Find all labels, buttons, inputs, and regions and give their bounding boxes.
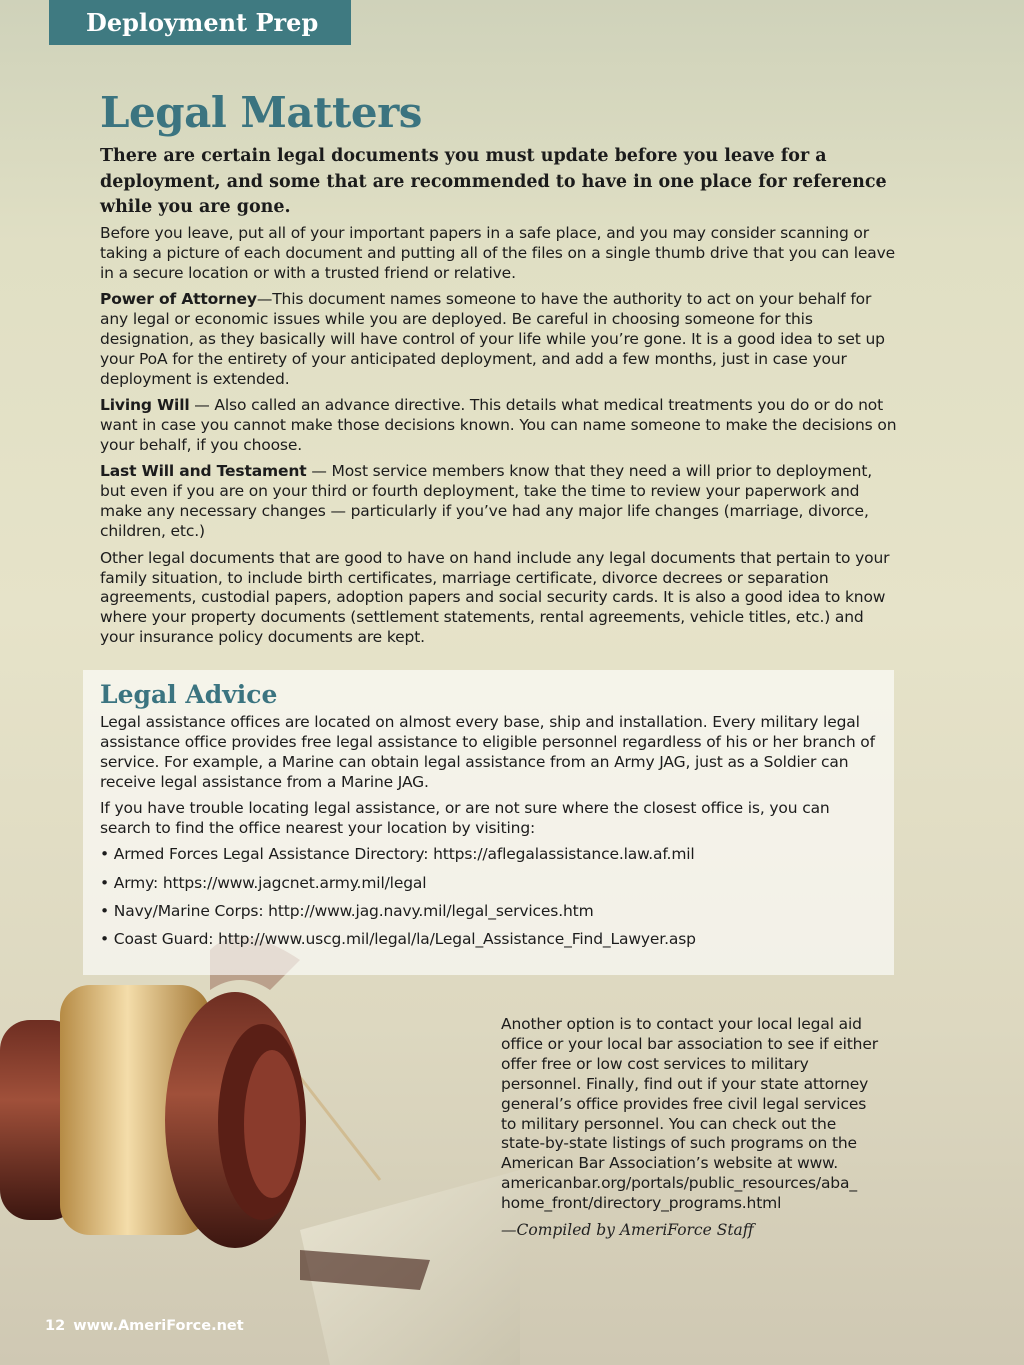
- paragraph-living-will: Living Will — Also called an advance directive. This details what medical treatments you do or do not want in case you cannot make those decisions known. You can name someone to make the decisions on your behalf, if you choose.: [100, 396, 897, 455]
- paragraph-last-will: Last Will and Testament — Most service members know that they need a will prior to deployment, but even if you are on your third or fourth deployment, take the time to review your paperwork and make any necessary changes — particularly if you’ve had any major life changes (marriage, divorce, children, etc.): [100, 462, 873, 541]
- legal-assistance-links: [100, 845, 877, 949]
- intro-deck: There are certain legal documents you must update before you leave for a deployment, and some that are recommended to have in one place for reference while you are gone.: [100, 146, 887, 217]
- link-army[interactable]: • Army: https://www.jagcnet.army.mil/legal: [100, 874, 877, 894]
- link-armed-forces-directory[interactable]: • Armed Forces Legal Assistance Directory: https://aflegalassistance.law.af.mil: [100, 845, 877, 865]
- article-body: [100, 224, 900, 655]
- gavel-photo: [0, 930, 520, 1365]
- legal-advice-heading: Legal Advice: [100, 680, 278, 709]
- term-power-of-attorney: Power of Attorney: [100, 290, 257, 309]
- page-footer: [45, 1318, 244, 1334]
- another-option-paragraph: Another option is to contact your local legal aid office or your local bar association to see if either offer free or low cost services to military personnel. Finally, find out if your state attorney general’s office provides free civil legal services to military personnel. You can check out the state-by-state listings of such programs on the American Bar Association’s website at www. americanbar.org/portals/public_resources/aba_ home_front/directory_programs.html: [501, 1015, 878, 1213]
- footer-site: www.AmeriForce.net: [73, 1318, 244, 1334]
- section-tab: Deployment Prep: [49, 0, 351, 45]
- link-coast-guard[interactable]: • Coast Guard: http://www.uscg.mil/legal/la/Legal_Assistance_Find_Lawyer.asp: [100, 930, 877, 950]
- legal-advice-paragraph-2: If you have trouble locating legal assistance, or are not sure where the closest office is, you can search to find the office nearest your location by visiting:: [100, 799, 830, 838]
- paragraph-other-documents: Other legal documents that are good to have on hand include any legal documents that pertain to your family situation, to include birth certificates, marriage certificate, divorce decrees or separation agreements, custodial papers, adoption papers and social security cards. It is also a good idea to know where your property documents (settlement statements, rental agreements, vehicle titles, etc.) and your insurance policy documents are kept.: [100, 548, 890, 647]
- paragraph-before-you-leave: Before you leave, put all of your important papers in a safe place, and you may consider scanning or taking a picture of each document and putting all of the files on a single thumb drive that you can leave in a secure location or with a trusted friend or relative.: [100, 224, 896, 282]
- term-living-will: Living Will: [100, 396, 190, 415]
- paragraph-power-of-attorney: Power of Attorney—This document names someone to have the authority to act on your behalf for any legal or economic issues while you are deployed. Be careful in choosing someone for this designation, as they basically will have control of your life while you’re gone. It is a good idea to set up your PoA for the entirety of your anticipated deployment, and add a few months, just in case your deployment is extended.: [100, 290, 885, 388]
- legal-advice-box: [83, 670, 894, 975]
- link-navy-marine-corps[interactable]: • Navy/Marine Corps: http://www.jag.navy.mil/legal_services.htm: [100, 902, 877, 922]
- term-last-will: Last Will and Testament: [100, 462, 307, 481]
- legal-advice-paragraph-1: Legal assistance offices are located on almost every base, ship and installation. Every military legal assistance office provides free legal assistance to eligible personnel regardless of his or her branch of service. For example, a Marine can obtain legal assistance from an Army JAG, just as a Soldier can receive legal assistance from a Marine JAG.: [100, 713, 875, 791]
- author-credit: —Compiled by AmeriForce Staff: [501, 1221, 754, 1239]
- page-number: 12: [45, 1318, 66, 1334]
- page-title: Legal Matters: [100, 88, 422, 137]
